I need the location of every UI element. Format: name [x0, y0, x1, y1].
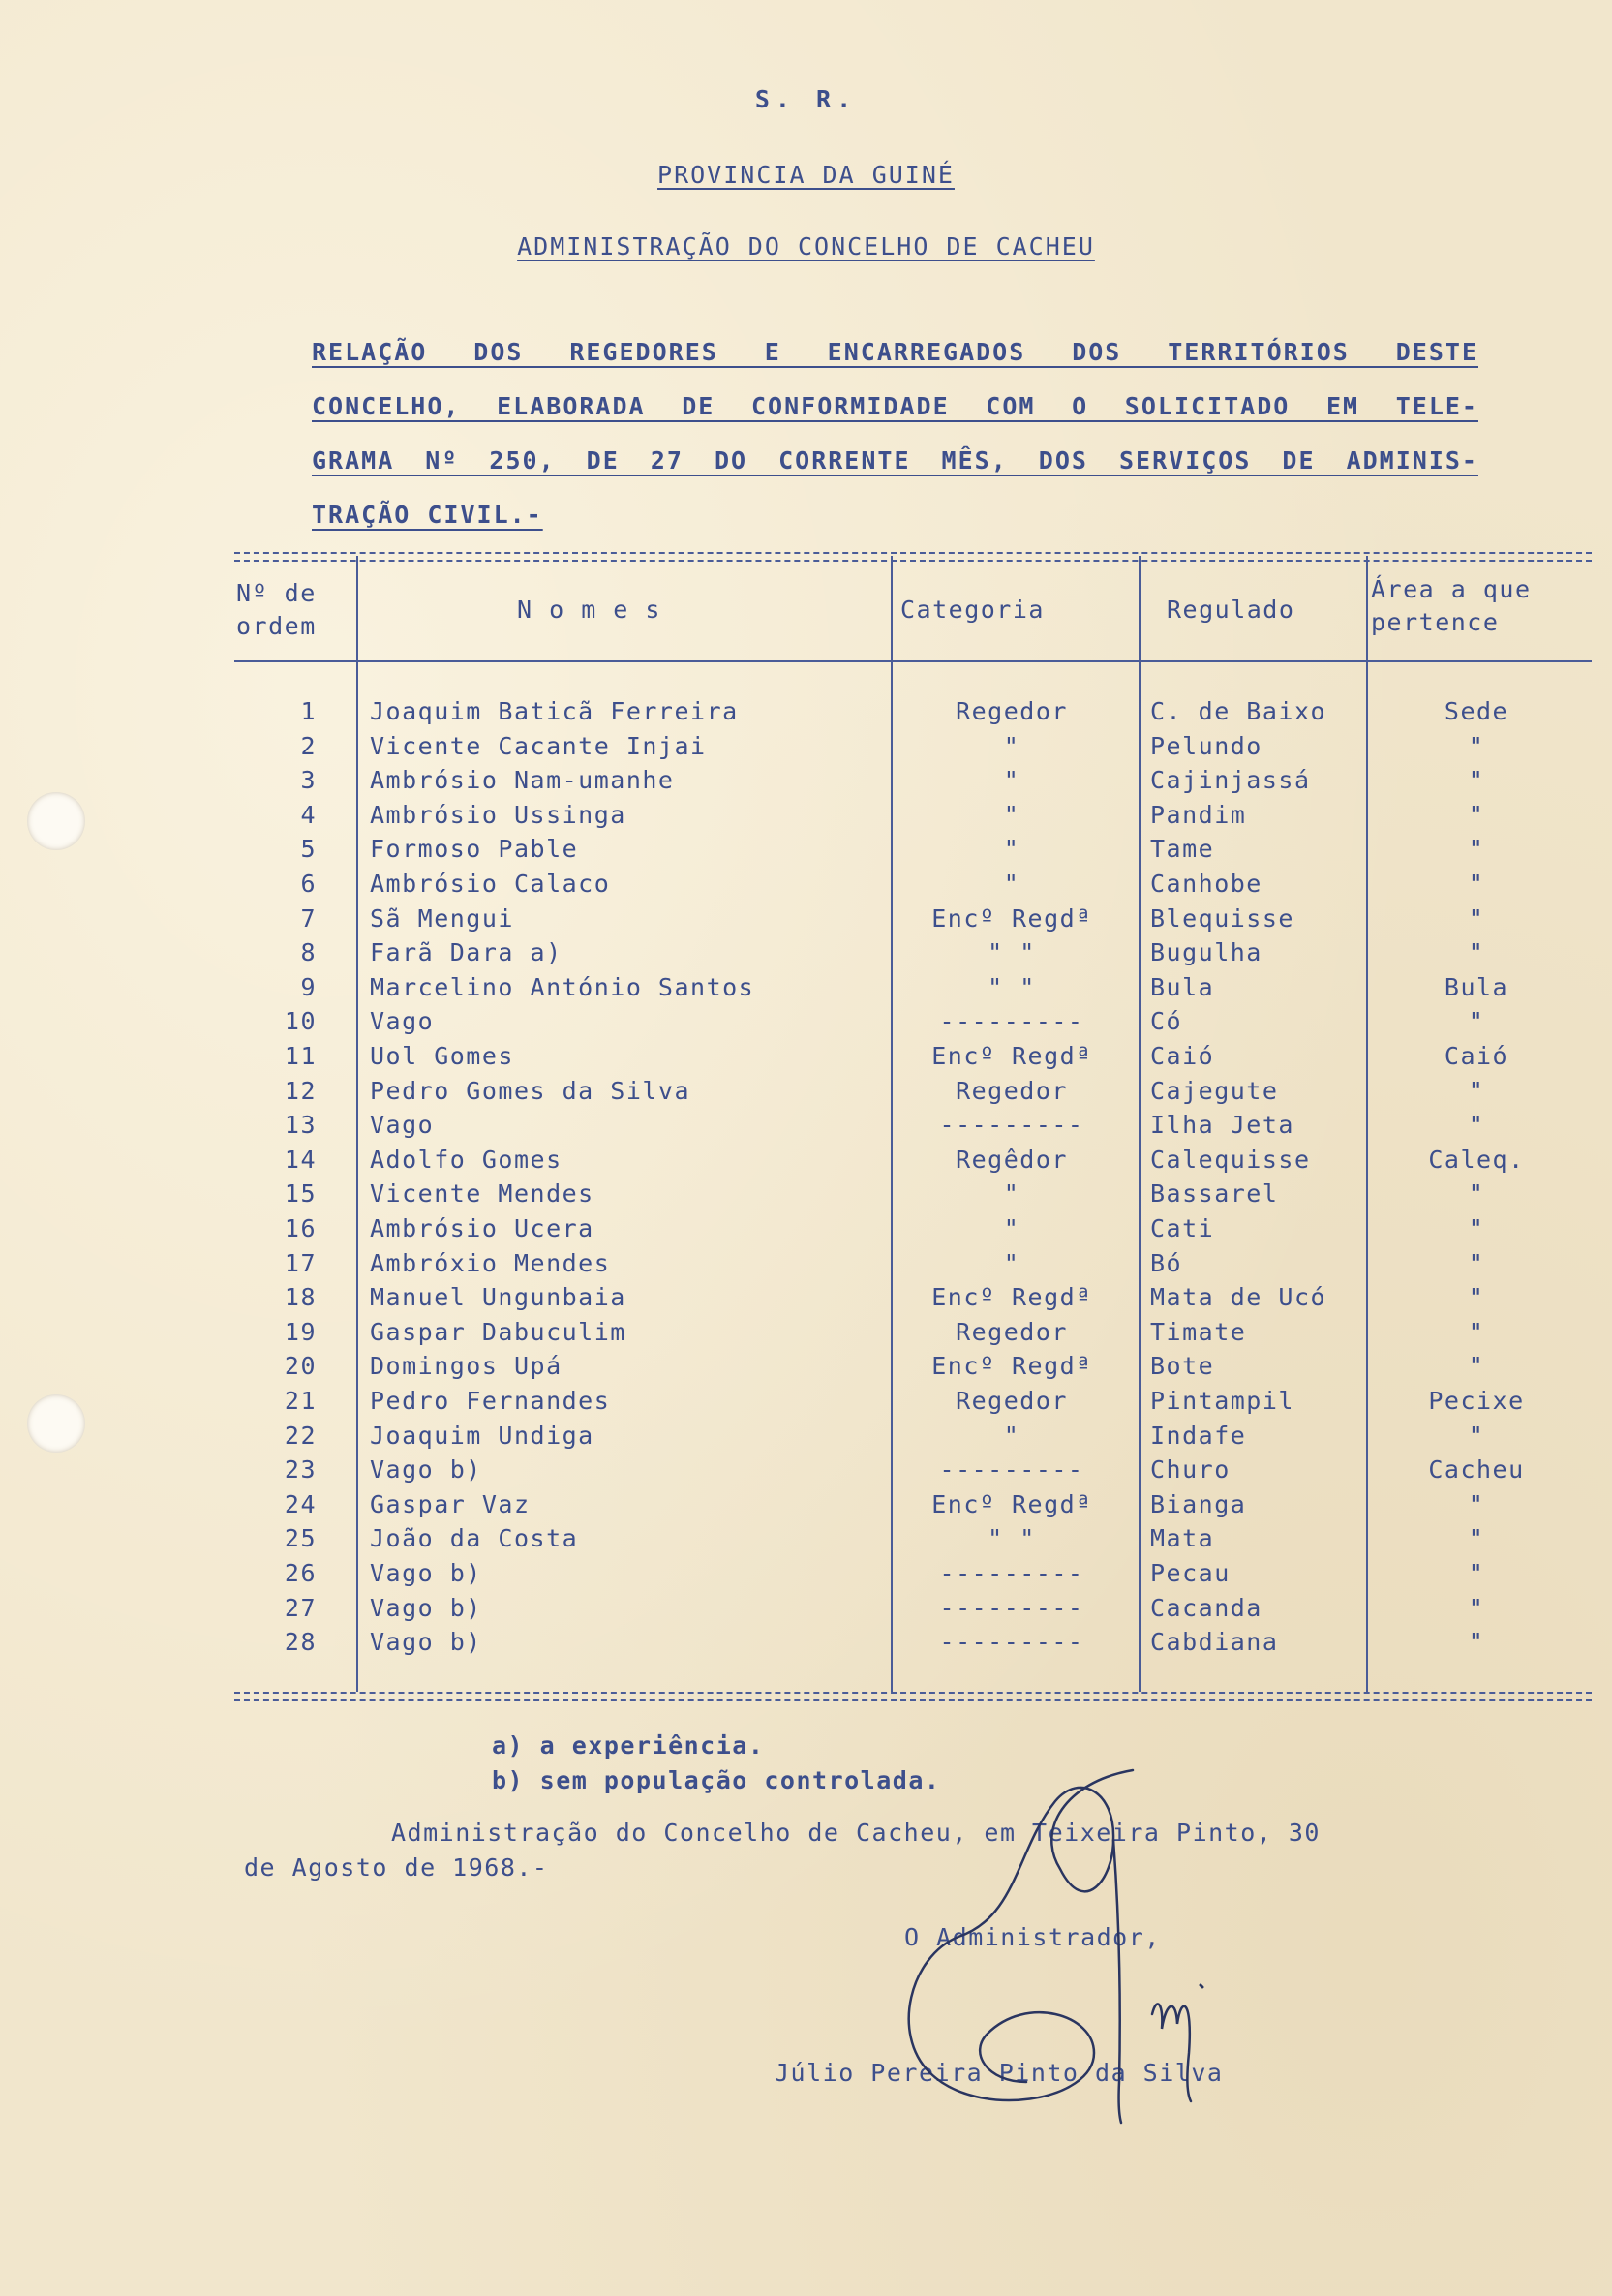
row-category: ": [1003, 1214, 1020, 1242]
table-row: [0, 1487, 1612, 1522]
row-number: 19: [284, 1317, 317, 1346]
row-category: Encº Regdª: [931, 1352, 1092, 1381]
row-number: 5: [300, 835, 317, 864]
row-name: Vago b): [370, 1559, 482, 1587]
row-number: 21: [284, 1387, 317, 1415]
row-area: ": [1468, 1283, 1485, 1312]
table-row: [0, 1074, 1612, 1109]
row-regulado: Tame: [1150, 835, 1215, 864]
subject-line: GRAMA Nº 250, DE 27 DO CORRENTE MÊS, DOS SERVIÇOS DE ADMINIS-: [312, 446, 1478, 475]
row-category: ": [1003, 1248, 1020, 1277]
table-row: [0, 1315, 1612, 1350]
row-number: 11: [284, 1042, 317, 1070]
row-category: Regedor: [956, 1387, 1068, 1415]
row-number: 13: [284, 1111, 317, 1140]
row-number: 6: [300, 870, 317, 898]
row-area: ": [1468, 1007, 1485, 1036]
row-category: Regêdor: [956, 1145, 1068, 1174]
row-regulado: Calequisse: [1150, 1145, 1311, 1174]
row-regulado: Pelundo: [1150, 731, 1262, 760]
row-category: " ": [988, 1524, 1036, 1553]
row-name: Gaspar Dabuculim: [370, 1317, 626, 1346]
table-row: [0, 763, 1612, 798]
administrator-title: O Administrador,: [904, 1923, 1161, 1951]
row-regulado: Pintampil: [1150, 1387, 1294, 1415]
row-regulado: Pandim: [1150, 800, 1247, 829]
row-name: Domingos Upá: [370, 1352, 563, 1381]
table-row: [0, 867, 1612, 902]
row-area: ": [1468, 1076, 1485, 1105]
row-name: Ambrósio Ucera: [370, 1214, 594, 1242]
row-number: 24: [284, 1489, 317, 1518]
row-area: ": [1468, 1317, 1485, 1346]
row-area: ": [1468, 1214, 1485, 1242]
row-category: ---------: [939, 1559, 1084, 1587]
row-category: ---------: [939, 1593, 1084, 1622]
table-row: [0, 1349, 1612, 1384]
row-number: 7: [300, 903, 317, 933]
row-area: ": [1468, 1111, 1485, 1140]
row-category: ": [1003, 835, 1020, 864]
row-name: Formoso Pable: [370, 835, 579, 864]
row-regulado: Cabdiana: [1150, 1628, 1279, 1657]
row-name: Pedro Gomes da Silva: [370, 1076, 691, 1105]
footnote-b: b) sem população controlada.: [492, 1766, 941, 1794]
row-number: 10: [284, 1007, 317, 1036]
row-area: ": [1468, 766, 1485, 795]
subject-line: CONCELHO, ELABORADA DE CONFORMIDADE COM O SOLICITADO EM TELE-: [312, 392, 1478, 420]
row-area: ": [1468, 800, 1485, 829]
table-top-rule: [234, 552, 1592, 562]
row-regulado: Caió: [1150, 1042, 1215, 1070]
row-number: 17: [284, 1248, 317, 1277]
header-names: N o m e s: [517, 596, 661, 624]
table-row: [0, 1384, 1612, 1419]
province-title: PROVINCIA DA GUINÉ: [657, 161, 955, 189]
row-category: ---------: [939, 1628, 1084, 1657]
table-row: [0, 935, 1612, 970]
row-category: " ": [988, 938, 1036, 967]
row-name: Marcelino António Santos: [370, 972, 755, 1001]
row-area: ": [1468, 870, 1485, 898]
table-row: [0, 832, 1612, 867]
row-category: Regedor: [956, 697, 1068, 725]
row-category: Encº Regdª: [931, 1042, 1092, 1070]
row-number: 27: [284, 1593, 317, 1622]
header-category: Categoria: [900, 596, 1045, 624]
closing-line-1: Administração do Concelho de Cacheu, em Teixeira Pinto, 30: [391, 1819, 1321, 1847]
row-regulado: Bó: [1150, 1248, 1183, 1277]
row-area: ": [1468, 1248, 1485, 1277]
row-number: 12: [284, 1076, 317, 1105]
table-row: [0, 1453, 1612, 1487]
table-row: [0, 1004, 1612, 1039]
row-category: ": [1003, 766, 1020, 795]
row-number: 8: [300, 938, 317, 967]
row-category: ": [1003, 800, 1020, 829]
row-category: ---------: [939, 1455, 1084, 1485]
row-name: João da Costa: [370, 1524, 579, 1553]
row-category: ": [1003, 1179, 1020, 1209]
table-header-rule: [234, 660, 1592, 662]
row-regulado: Pecau: [1150, 1559, 1231, 1587]
administrator-name: Júlio Pereira Pinto da Silva: [775, 2059, 1224, 2087]
table-row: [0, 902, 1612, 936]
row-category: Encº Regdª: [931, 1489, 1092, 1518]
row-regulado: Cati: [1150, 1214, 1215, 1242]
row-number: 16: [284, 1214, 317, 1242]
table-row: [0, 1625, 1612, 1660]
footnote-a: a) a experiência.: [492, 1731, 765, 1760]
row-area: ": [1468, 903, 1485, 933]
row-name: Joaquim Undiga: [370, 1421, 594, 1450]
row-name: Ambrósio Nam-umanhe: [370, 766, 675, 795]
row-category: Regedor: [956, 1317, 1068, 1346]
table-row: [0, 1177, 1612, 1211]
row-number: 1: [300, 697, 317, 725]
row-name: Vicente Mendes: [370, 1179, 594, 1209]
row-area: ": [1468, 835, 1485, 864]
row-regulado: Canhobe: [1150, 870, 1262, 898]
row-area: Bula: [1444, 972, 1509, 1001]
row-regulado: Cajegute: [1150, 1076, 1279, 1105]
row-category: ": [1003, 731, 1020, 760]
table-row: [0, 1143, 1612, 1178]
row-number: 20: [284, 1352, 317, 1381]
row-area: Pecixe: [1428, 1387, 1525, 1415]
table-row: [0, 1419, 1612, 1454]
row-regulado: Indafe: [1150, 1421, 1247, 1450]
row-number: 4: [300, 800, 317, 829]
row-name: Ambrósio Ussinga: [370, 800, 626, 829]
row-regulado: Blequisse: [1150, 903, 1294, 933]
row-regulado: Bugulha: [1150, 938, 1262, 967]
row-regulado: Bula: [1150, 972, 1215, 1001]
row-regulado: Ilha Jeta: [1150, 1111, 1294, 1140]
row-regulado: Mata de Ucó: [1150, 1283, 1327, 1312]
closing-line-2: de Agosto de 1968.-: [244, 1853, 549, 1882]
table-row: [0, 1591, 1612, 1626]
table-row: [0, 1039, 1612, 1074]
row-number: 18: [284, 1283, 317, 1312]
row-name: Ambróxio Mendes: [370, 1248, 611, 1277]
row-category: Encº Regdª: [931, 1283, 1092, 1312]
row-name: Vago b): [370, 1628, 482, 1657]
row-number: 2: [300, 731, 317, 760]
sr-mark: S. R.: [754, 85, 858, 113]
row-name: Ambrósio Calaco: [370, 870, 611, 898]
table-row: [0, 694, 1612, 729]
table-row: [0, 1246, 1612, 1281]
row-regulado: Cacanda: [1150, 1593, 1262, 1622]
subject-block: [312, 325, 1478, 542]
table-row: [0, 798, 1612, 833]
row-regulado: Bote: [1150, 1352, 1215, 1381]
row-category: ": [1003, 870, 1020, 898]
row-category: " ": [988, 972, 1036, 1001]
row-area: ": [1468, 731, 1485, 760]
row-number: 14: [284, 1145, 317, 1174]
row-name: Sã Mengui: [370, 903, 514, 933]
row-name: Vago: [370, 1111, 435, 1140]
row-name: Vicente Cacante Injai: [370, 731, 707, 760]
row-number: 28: [284, 1628, 317, 1657]
row-number: 9: [300, 972, 317, 1001]
row-regulado: C. de Baixo: [1150, 697, 1327, 725]
row-name: Farã Dara a): [370, 938, 563, 967]
row-area: Caleq.: [1428, 1145, 1525, 1174]
table-row: [0, 1556, 1612, 1591]
handwritten-signature: [891, 1762, 1259, 2130]
row-name: Vago: [370, 1007, 435, 1036]
administration-title: ADMINISTRAÇÃO DO CONCELHO DE CACHEU: [517, 232, 1095, 260]
row-number: 15: [284, 1179, 317, 1209]
row-name: Pedro Fernandes: [370, 1387, 611, 1415]
row-area: ": [1468, 1628, 1485, 1657]
subject-line: TRAÇÃO CIVIL.-: [312, 501, 543, 529]
row-category: ---------: [939, 1007, 1084, 1036]
row-area: Sede: [1444, 697, 1509, 725]
row-regulado: Bianga: [1150, 1489, 1247, 1518]
row-category: ---------: [939, 1111, 1084, 1140]
row-name: Uol Gomes: [370, 1042, 514, 1070]
table-row: [0, 1211, 1612, 1246]
row-regulado: Có: [1150, 1007, 1183, 1036]
row-area: Caió: [1444, 1042, 1509, 1070]
row-regulado: Mata: [1150, 1524, 1215, 1553]
row-regulado: Timate: [1150, 1317, 1247, 1346]
row-regulado: Churo: [1150, 1455, 1231, 1485]
row-name: Gaspar Vaz: [370, 1489, 531, 1518]
row-number: 26: [284, 1559, 317, 1587]
row-number: 22: [284, 1421, 317, 1450]
table-bottom-rule: [234, 1692, 1592, 1701]
row-category: Regedor: [956, 1076, 1068, 1105]
subject-line: RELAÇÃO DOS REGEDORES E ENCARREGADOS DOS TERRITÓRIOS DESTE: [312, 338, 1478, 366]
row-number: 23: [284, 1455, 317, 1485]
table-row: [0, 1521, 1612, 1556]
row-area: ": [1468, 1421, 1485, 1450]
row-regulado: Cajinjassá: [1150, 766, 1311, 795]
row-name: Vago b): [370, 1593, 482, 1622]
row-regulado: Bassarel: [1150, 1179, 1279, 1209]
row-number: 3: [300, 766, 317, 795]
table-row: [0, 970, 1612, 1005]
row-area: ": [1468, 1593, 1485, 1622]
header-area: Área a que pertence: [1371, 575, 1532, 636]
table-row: [0, 1108, 1612, 1143]
row-name: Joaquim Baticã Ferreira: [370, 697, 739, 725]
row-area: ": [1468, 1352, 1485, 1381]
row-category: ": [1003, 1421, 1020, 1450]
row-name: Manuel Ungunbaia: [370, 1283, 626, 1312]
row-area: Cacheu: [1428, 1455, 1525, 1485]
row-area: ": [1468, 938, 1485, 967]
row-area: ": [1468, 1489, 1485, 1518]
header-regulado: Regulado: [1167, 596, 1295, 624]
row-area: ": [1468, 1524, 1485, 1553]
table-row: [0, 1280, 1612, 1315]
table-row: [0, 729, 1612, 764]
row-number: 25: [284, 1524, 317, 1553]
header-order-number: Nº de ordem: [236, 579, 317, 640]
row-category: Encº Regdª: [931, 903, 1092, 933]
row-name: Adolfo Gomes: [370, 1145, 563, 1174]
row-area: ": [1468, 1179, 1485, 1209]
row-name: Vago b): [370, 1455, 482, 1485]
row-area: ": [1468, 1559, 1485, 1587]
